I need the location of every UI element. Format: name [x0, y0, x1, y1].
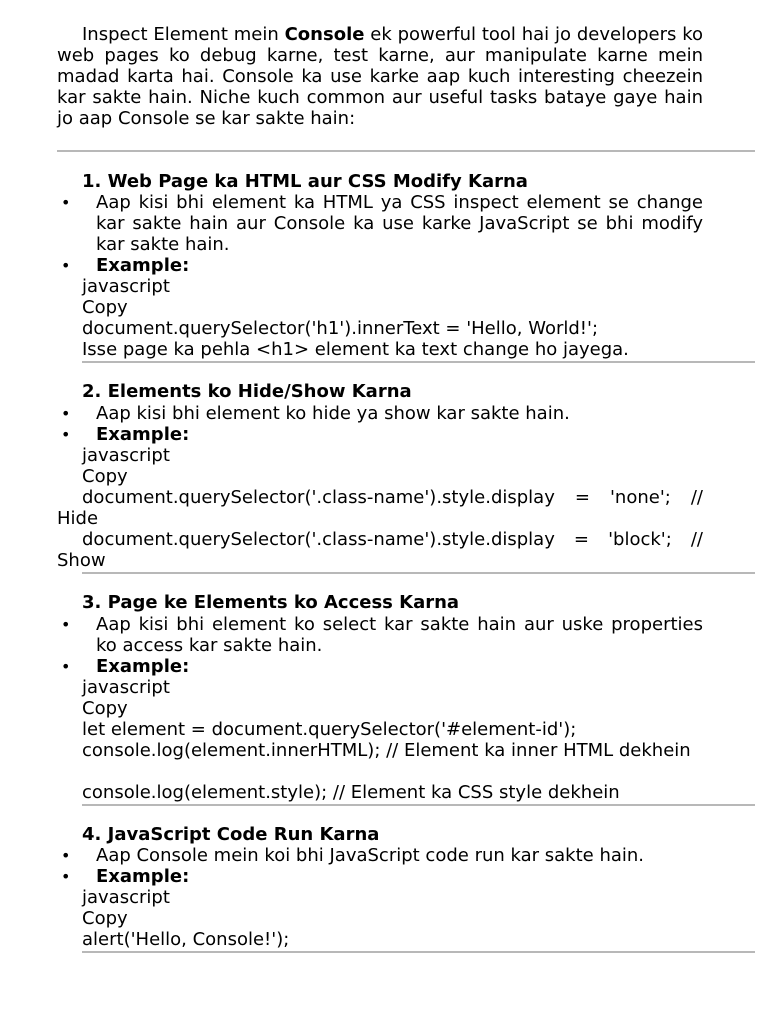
- bullet-marker: •: [61, 657, 71, 676]
- section-divider: [82, 804, 755, 806]
- bullet-marker: •: [61, 867, 71, 886]
- intro-text-start: Inspect Element mein: [82, 24, 285, 45]
- code-language-label: javascript: [82, 445, 170, 466]
- code-line: console.log(element.style); // Element ka CSS style dekhein: [82, 782, 620, 803]
- code-line: alert('Hello, Console!');: [82, 929, 290, 950]
- section-divider: [57, 150, 755, 152]
- example-label: Example:: [96, 424, 190, 445]
- code-language-label: javascript: [82, 276, 170, 297]
- bullet-marker: •: [61, 615, 71, 634]
- example-label: Example:: [96, 656, 190, 677]
- code-language-label: javascript: [82, 887, 170, 908]
- section-divider: [82, 951, 755, 953]
- section-divider: [82, 572, 755, 574]
- code-language-label: javascript: [82, 677, 170, 698]
- section-heading: 4. JavaScript Code Run Karna: [82, 824, 380, 845]
- bullet-marker: •: [61, 846, 71, 865]
- copy-button[interactable]: Copy: [82, 698, 128, 719]
- section-heading: 1. Web Page ka HTML aur CSS Modify Karna: [82, 171, 528, 192]
- section-heading: 3. Page ke Elements ko Access Karna: [82, 592, 460, 613]
- code-line: document.querySelector('.class-name').style.display = 'none'; // Hide: [57, 487, 703, 529]
- copy-button[interactable]: Copy: [82, 466, 128, 487]
- code-note: Isse page ka pehla <h1> element ka text change ho jayega.: [82, 339, 629, 360]
- example-label: Example:: [96, 255, 190, 276]
- code-line: document.querySelector('h1').innerText = 'Hello, World!';: [82, 318, 599, 339]
- code-line: console.log(element.innerHTML); // Element ka inner HTML dekhein: [82, 740, 691, 761]
- bullet-marker: •: [61, 425, 71, 444]
- section-heading: 2. Elements ko Hide/Show Karna: [82, 381, 412, 402]
- bullet-text: Aap Console mein koi bhi JavaScript code run kar sakte hain.: [96, 845, 645, 866]
- bullet-marker: •: [61, 193, 71, 212]
- section-divider: [82, 361, 755, 363]
- bullet-marker: •: [61, 404, 71, 423]
- bullet-text: Aap kisi bhi element ko select kar sakte hain aur uske properties ko access kar sakte hain.: [96, 614, 703, 656]
- bullet-text: Aap kisi bhi element ka HTML ya CSS inspect element se change kar sakte hain aur Console ka use karke JavaScript se bhi modify kar sakte hain.: [96, 192, 703, 255]
- example-label: Example:: [96, 866, 190, 887]
- copy-button[interactable]: Copy: [82, 297, 128, 318]
- code-line: let element = document.querySelector('#element-id');: [82, 719, 577, 740]
- intro-paragraph: [57, 24, 703, 129]
- intro-console-bold: Console: [284, 24, 365, 45]
- code-line: document.querySelector('.class-name').style.display = 'block'; // Show: [57, 529, 703, 571]
- copy-button[interactable]: Copy: [82, 908, 128, 929]
- bullet-marker: •: [61, 256, 71, 275]
- bullet-text: Aap kisi bhi element ko hide ya show kar sakte hain.: [96, 403, 570, 424]
- intro-text-rest: ek powerful tool hai jo developers ko web pages ko debug karne, test karne, aur manipulate karne mein madad karta hai. Console ka use karke aap kuch interesting cheezein kar sakte hain. Niche kuch common aur useful tasks bataye gaye hain jo aap Console se kar sakte hain:: [57, 24, 703, 129]
